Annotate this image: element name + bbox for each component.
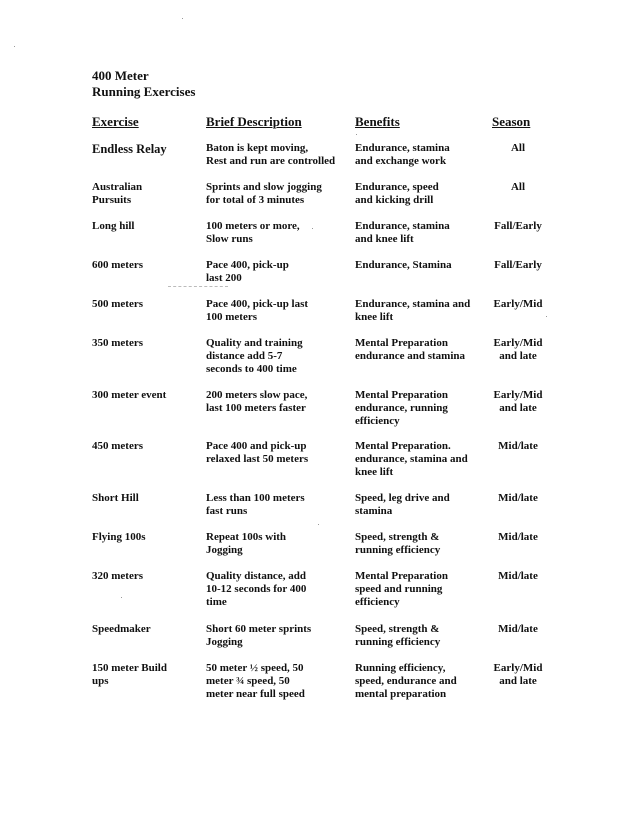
description-cell: Pace 400, pick-up last 200 [206, 259, 289, 284]
exercise-cell: 320 meters [92, 570, 144, 582]
season-cell: Fall/Early [494, 220, 542, 232]
season-cell: Mid/late [498, 623, 538, 635]
benefits-cell: Endurance, stamina and exchange work [355, 142, 450, 167]
benefits-cell: Speed, strength & running efficiency [355, 623, 441, 648]
benefits-cell: Endurance, stamina and knee lift [355, 220, 450, 245]
season-cell: All [510, 181, 526, 193]
exercise-cell: 450 meters [92, 440, 144, 452]
season-cell: Fall/Early [494, 259, 542, 271]
benefits-cell: Endurance, stamina and knee lift [355, 298, 471, 323]
scan-speck [121, 597, 122, 598]
header-description: Brief Description [206, 114, 302, 129]
season-cell: Early/Mid and late [493, 389, 543, 414]
description-cell: Quality and training distance add 5-7 seconds to 400 time [206, 337, 303, 375]
benefits-cell: Mental Preparation endurance and stamina [355, 337, 466, 362]
description-cell: Less than 100 meters fast runs [206, 492, 305, 517]
exercise-cell: 300 meter event [92, 389, 167, 401]
table-header [0, 114, 638, 130]
description-cell: 100 meters or more, Slow runs [206, 220, 300, 245]
season-cell: Mid/late [498, 492, 538, 504]
exercise-cell: 600 meters [92, 259, 144, 271]
scan-speck [14, 46, 15, 47]
benefits-cell: Mental Preparation speed and running efficiency [355, 570, 448, 608]
benefits-cell: Endurance, speed and kicking drill [355, 181, 439, 206]
season-cell: Early/Mid and late [493, 662, 543, 687]
exercise-cell: 350 meters [92, 337, 144, 349]
description-cell: Baton is kept moving, Rest and run are controlled [206, 142, 336, 167]
description-cell: Pace 400 and pick-up relaxed last 50 meters [206, 440, 309, 465]
exercise-cell: Long hill [92, 220, 135, 232]
document-title [92, 68, 195, 100]
description-cell: Short 60 meter sprints Jogging [206, 623, 312, 648]
title-line-2: Running Exercises [92, 84, 196, 99]
exercise-cell: Flying 100s [92, 531, 146, 543]
header-exercise: Exercise [92, 114, 139, 129]
header-benefits: Benefits [355, 114, 400, 129]
description-cell: Sprints and slow jogging for total of 3 minutes [206, 181, 322, 206]
season-cell: Mid/late [498, 531, 538, 543]
exercise-cell: Short Hill [92, 492, 139, 504]
benefits-cell: Running efficiency, speed, endurance and mental preparation [355, 662, 457, 700]
exercise-cell: Endless Relay [92, 142, 167, 156]
exercise-cell: Speedmaker [92, 623, 151, 635]
exercise-cell: Australian Pursuits [92, 181, 143, 206]
description-cell: Quality distance, add 10-12 seconds for 400 time [206, 570, 307, 608]
benefits-cell: Speed, strength & running efficiency [355, 531, 441, 556]
description-cell: Repeat 100s with Jogging [206, 531, 287, 556]
description-cell: Pace 400, pick-up last 100 meters [206, 298, 309, 323]
season-cell: Mid/late [498, 570, 538, 582]
header-season: Season [492, 114, 531, 129]
benefits-cell: Endurance, Stamina [355, 259, 452, 271]
description-cell: 200 meters slow pace, last 100 meters faster [206, 389, 308, 414]
season-cell: Early/Mid and late [493, 337, 543, 362]
scan-speck [546, 316, 547, 317]
exercise-cell: 150 meter Build ups [92, 662, 167, 687]
description-cell: 50 meter ½ speed, 50 meter ¾ speed, 50 meter near full speed [206, 662, 305, 700]
benefits-cell: Mental Preparation. endurance, stamina and knee lift [355, 440, 468, 478]
scan-speck [312, 228, 313, 229]
benefits-cell: Mental Preparation endurance, running efficiency [355, 389, 448, 427]
scan-speck [318, 524, 319, 525]
scan-speck [182, 18, 183, 19]
exercise-cell: 500 meters [92, 298, 144, 310]
scan-speck [356, 134, 357, 135]
season-cell: All [510, 142, 526, 154]
title-line-1: 400 Meter [92, 68, 149, 83]
season-cell: Mid/late [498, 440, 538, 452]
scan-artifact-dash [168, 286, 228, 288]
season-cell: Early/Mid [493, 298, 543, 310]
benefits-cell: Speed, leg drive and stamina [355, 492, 450, 517]
